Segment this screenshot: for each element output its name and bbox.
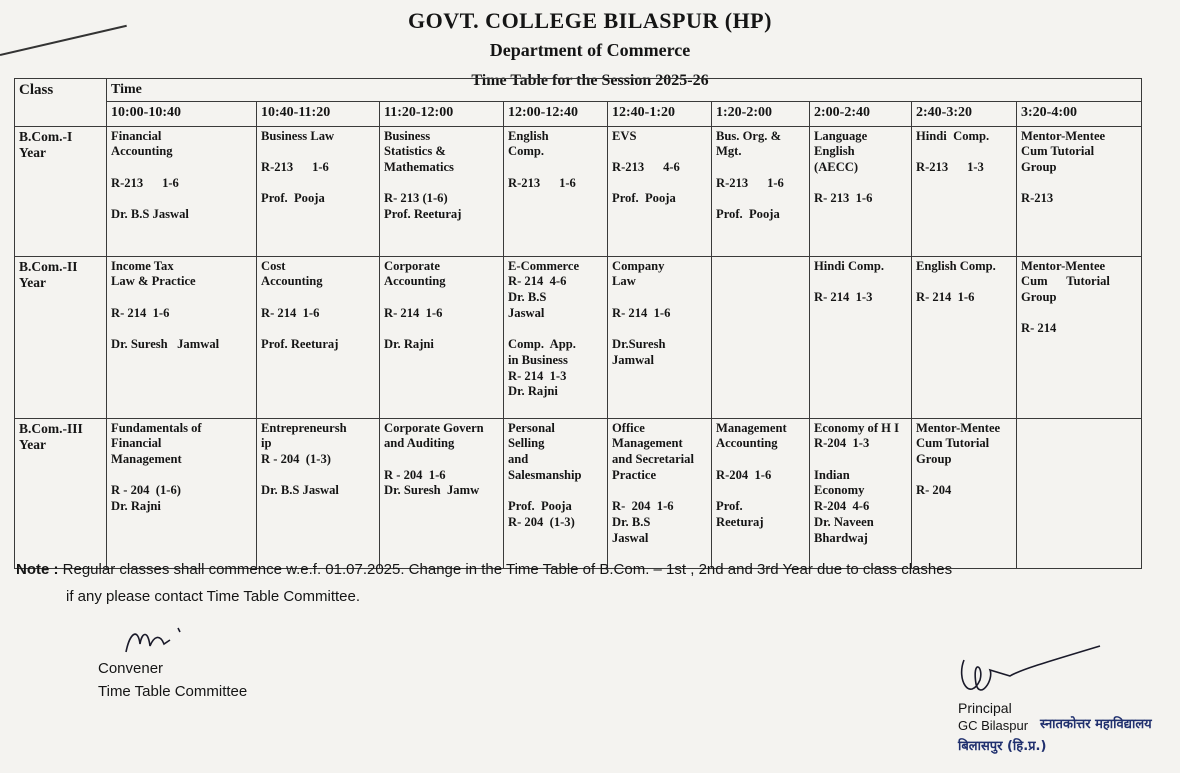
timetable-cell: Cost Accounting R- 214 1-6 Prof. Reeturaj xyxy=(257,256,380,418)
timetable-cell: Hindi Comp. R- 214 1-3 xyxy=(810,256,912,418)
timetable-cell: Economy of H I R-204 1-3 Indian Economy R-204 4-6 Dr. Naveen Bhardwaj xyxy=(810,418,912,568)
time-slot-header: 2:40-3:20 xyxy=(912,101,1017,126)
time-slot-header: 10:40-11:20 xyxy=(257,101,380,126)
time-slot-header: 1:20-2:00 xyxy=(712,101,810,126)
note-line2: if any please contact Time Table Committee. xyxy=(66,588,361,605)
slot-row xyxy=(15,101,1142,126)
session-title: Time Table for the Session 2025-26 xyxy=(471,72,709,89)
convener-signature xyxy=(120,622,190,662)
timetable-cell: Office Management and Secretarial Practice R- 204 1-6 Dr. B.S Jaswal xyxy=(608,418,712,568)
timetable-cell: E-Commerce R- 214 4-6 Dr. B.S Jaswal Comp. App. in Business R- 214 1-3 Dr. Rajni xyxy=(504,256,608,418)
table-row xyxy=(15,126,1142,256)
time-slot-header: 10:00-10:40 xyxy=(107,101,257,126)
timetable-cell: Mentor-Mentee Cum Tutorial Group R- 204 xyxy=(912,418,1017,568)
timetable-cell: Income Tax Law & Practice R- 214 1-6 Dr. Suresh Jamwal xyxy=(107,256,257,418)
table-row xyxy=(15,418,1142,568)
timetable-cell: Language English (AECC) R- 213 1-6 xyxy=(810,126,912,256)
timetable-cell: Financial Accounting R-213 1-6 Dr. B.S Jaswal xyxy=(107,126,257,256)
timetable-cell: Business Law R-213 1-6 Prof. Pooja xyxy=(257,126,380,256)
timetable-cell: Hindi Comp. R-213 1-3 xyxy=(912,126,1017,256)
time-slot-header: 12:00-12:40 xyxy=(504,101,608,126)
time-slot-header: 3:20-4:00 xyxy=(1017,101,1142,126)
timetable-cell: Corporate Accounting R- 214 1-6 Dr. Rajni xyxy=(380,256,504,418)
timetable xyxy=(14,78,1142,569)
timetable-cell: Corporate Govern and Auditing R - 204 1-6 Dr. Suresh Jamw xyxy=(380,418,504,568)
timetable-cell: English Comp. R- 214 1-6 xyxy=(912,256,1017,418)
timetable-cell xyxy=(712,256,810,418)
college-short-label: GC Bilaspur xyxy=(958,718,1029,733)
note xyxy=(16,561,1136,578)
stamp-line1: स्नातकोत्तर महाविद्यालय xyxy=(1040,717,1152,732)
time-slot-header: 11:20-12:00 xyxy=(380,101,504,126)
note-label: Note : xyxy=(16,561,59,578)
class-year-cell: B.Com.-II Year xyxy=(15,256,107,418)
committee-label: Time Table Committee xyxy=(98,683,248,700)
timetable-cell: Company Law R- 214 1-6 Dr.Suresh Jamwal xyxy=(608,256,712,418)
timetable-cell: Mentor-Mentee Cum Tutorial Group R-213 xyxy=(1017,126,1142,256)
time-slot-header: 2:00-2:40 xyxy=(810,101,912,126)
time-slot-header: 12:40-1:20 xyxy=(608,101,712,126)
time-header: Time xyxy=(107,79,1142,102)
class-year-cell: B.Com.-III Year xyxy=(15,418,107,568)
timetable-cell: Mentor-Mentee Cum Tutorial Group R- 214 xyxy=(1017,256,1142,418)
timetable-cell: Business Statistics & Mathematics R- 213 (1-6) Prof. Reeturaj xyxy=(380,126,504,256)
stamp-line2: बिलासपुर (हि.प्र.) xyxy=(958,739,1047,754)
timetable-cell: English Comp. R-213 1-6 xyxy=(504,126,608,256)
class-header: Class xyxy=(15,79,107,127)
college-name: GOVT. COLLEGE BILASPUR (HP) xyxy=(408,8,772,33)
note-text: Regular classes shall commence w.e.f. 01.07.2025. Change in the Time Table of B.Com. – 1st , 2nd and 3rd Year due to class clashes xyxy=(58,561,953,578)
convener-label: Convener xyxy=(98,660,164,677)
department-name: Department of Commerce xyxy=(489,40,691,60)
principal-label: Principal xyxy=(958,700,1012,716)
table-row xyxy=(15,256,1142,418)
timetable-cell: Management Accounting R-204 1-6 Prof. Reeturaj xyxy=(712,418,810,568)
timetable-cell: Entrepreneursh ip R - 204 (1-3) Dr. B.S Jaswal xyxy=(257,418,380,568)
timetable-body xyxy=(15,126,1142,568)
timetable-cell: EVS R-213 4-6 Prof. Pooja xyxy=(608,126,712,256)
class-year-cell: B.Com.-I Year xyxy=(15,126,107,256)
timetable-cell: Bus. Org. & Mgt. R-213 1-6 Prof. Pooja xyxy=(712,126,810,256)
timetable-cell xyxy=(1017,418,1142,568)
timetable-cell: Fundamentals of Financial Management R - 204 (1-6) Dr. Rajni xyxy=(107,418,257,568)
timetable-cell: Personal Selling and Salesmanship Prof. Pooja R- 204 (1-3) xyxy=(504,418,608,568)
